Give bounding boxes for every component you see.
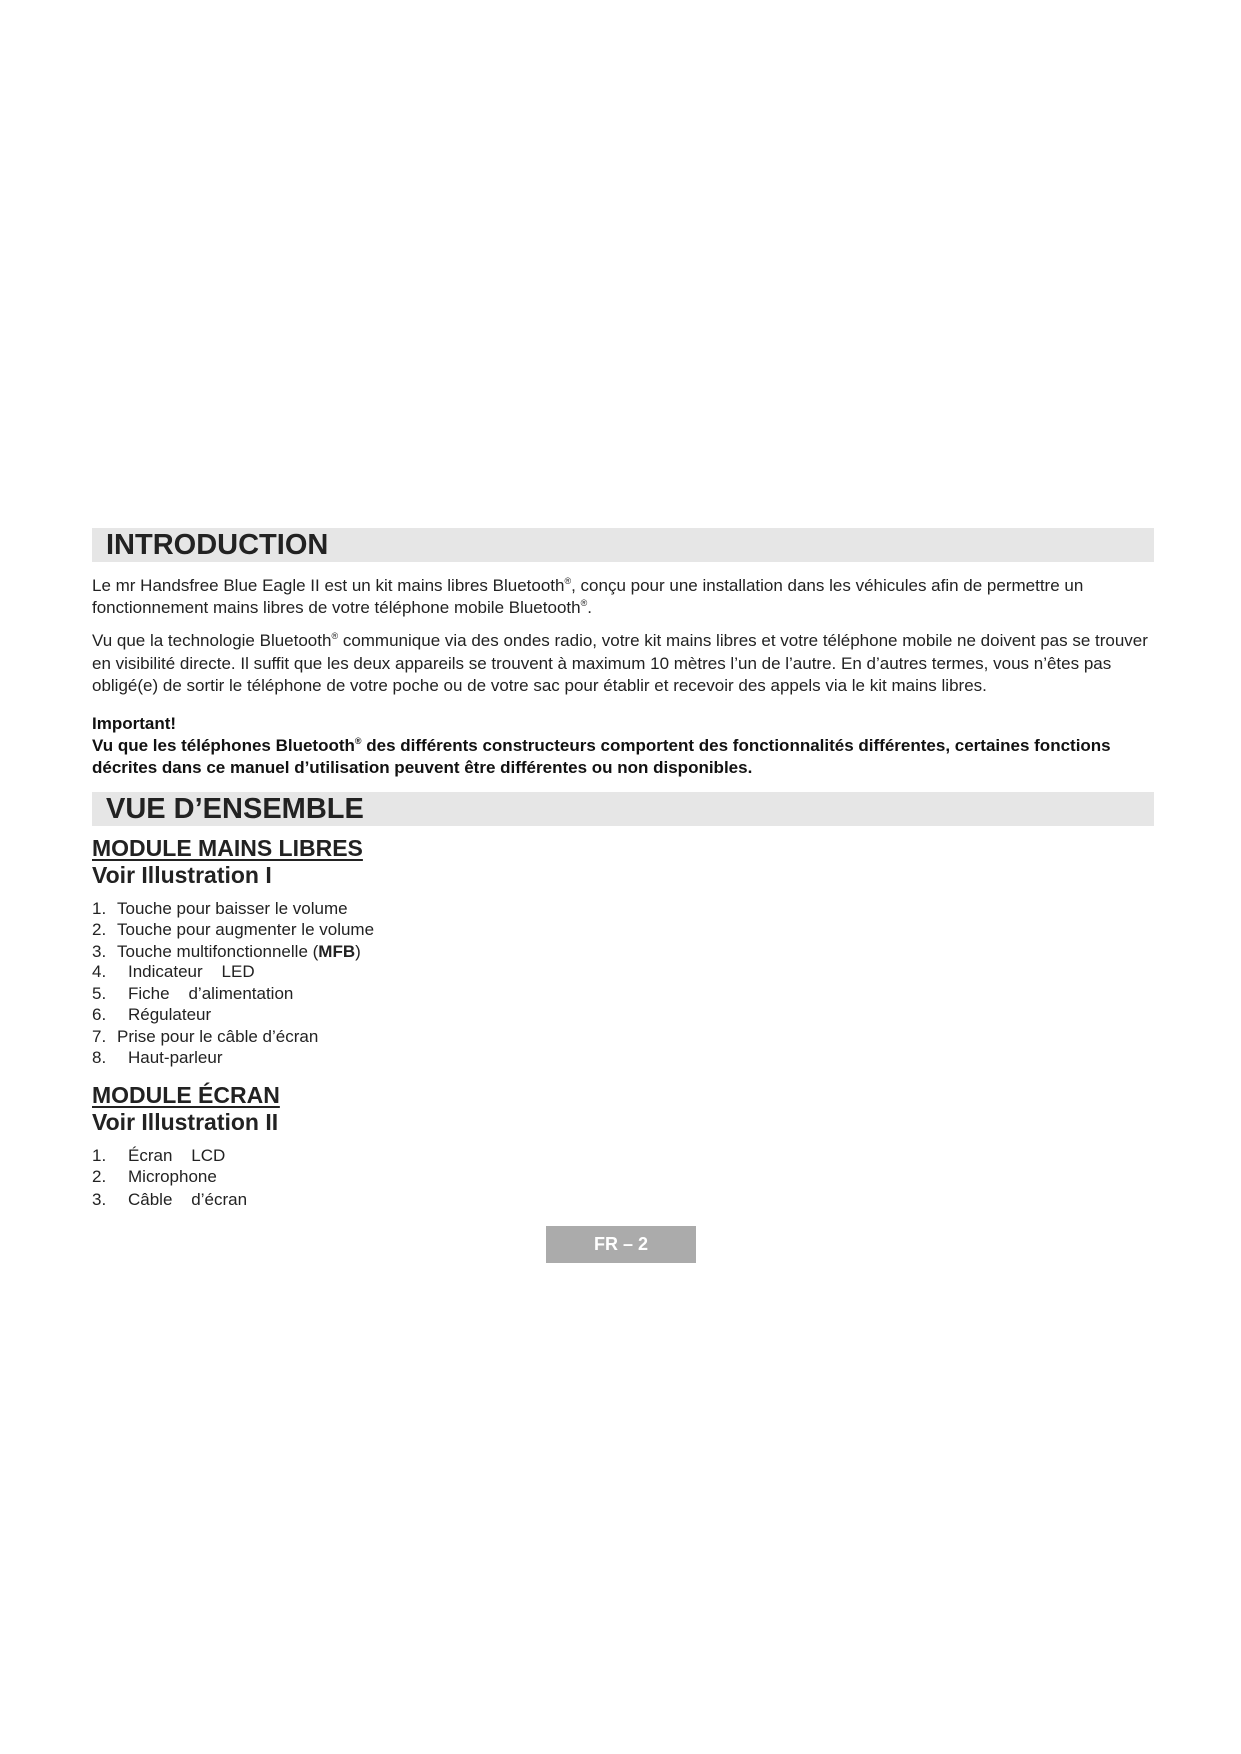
section-heading-introduction: INTRODUCTION — [92, 528, 1154, 562]
section-heading-overview: VUE D’ENSEMBLE — [92, 792, 1154, 826]
module-screen-list — [92, 1146, 1154, 1211]
intro-paragraph-2: Vu que la technologie Bluetooth® communique via des ondes radio, votre kit mains libres et votre téléphone mobile ne doivent pas se trouver en visibilité directe. Il suffit que les deux appareils se trouvent à maximum 10 mètres l’un de l’autre. En d’autres termes, vous n’êtes pas obligé(e) de sortir le téléphone de votre poche ou de votre sac pour établir et recevoir des appels via le kit mains libres. — [92, 631, 1148, 695]
list-item: 2. Microphone — [92, 1166, 217, 1186]
list-item: 1. Touche pour baisser le volume — [92, 898, 348, 918]
intro-paragraph-1: Le mr Handsfree Blue Eagle II est un kit mains libres Bluetooth®, conçu pour une installation dans les véhicules afin de permettre un fonctionnement mains libres de votre téléphone mobile Bluetooth®. — [92, 576, 1084, 617]
module-screen-subtitle: Voir Illustration II — [92, 1108, 279, 1135]
list-item: 3. Touche multifonctionnelle ( MFB ) — [92, 941, 361, 961]
important-note — [92, 713, 1154, 779]
list-item: 1. Écran LCD — [92, 1145, 226, 1165]
page-content — [92, 528, 1154, 1211]
list-item: 7. Prise pour le câble d’écran — [92, 1026, 319, 1046]
module-handsfree — [92, 835, 1154, 1069]
list-item: 5. Fiche d’alimentation — [92, 983, 294, 1003]
important-text: Vu que les téléphones Bluetooth® des différents constructeurs comportent des fonctionnalités différentes, certaines fonctions décrites dans ce manuel d’utilisation peuvent être différentes ou non disponibles. — [92, 735, 1111, 777]
module-handsfree-subtitle: Voir Illustration I — [92, 861, 272, 888]
module-screen — [92, 1082, 1154, 1211]
list-item: 2. Touche pour augmenter le volume — [92, 919, 375, 939]
list-item: 4. Indicateur LED — [92, 961, 255, 981]
list-item: 6. Régulateur — [92, 1004, 212, 1024]
list-item: 8. Haut-parleur — [92, 1047, 223, 1067]
module-screen-title: MODULE ÉCRAN — [92, 1081, 280, 1108]
list-item: 3. Câble d’écran — [92, 1189, 248, 1209]
module-handsfree-list — [92, 899, 1154, 1069]
important-label: Important! — [92, 713, 177, 733]
page-number-badge: FR – 2 — [546, 1226, 696, 1263]
module-handsfree-title: MODULE MAINS LIBRES — [92, 834, 363, 861]
